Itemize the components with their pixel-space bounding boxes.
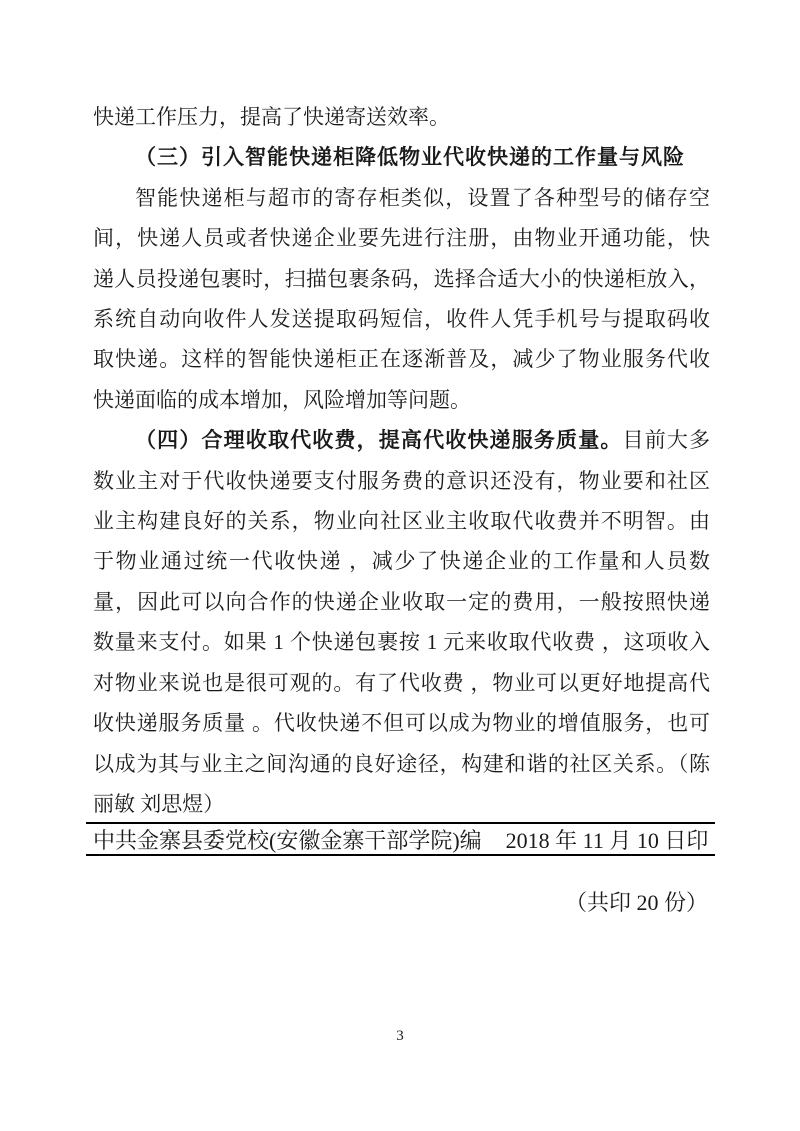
body-text-line [93, 218, 710, 258]
body-text-line [93, 703, 710, 743]
text-segment: 业主构建良好的关系，物业向社区业主收取代收费并不明智。由 [93, 509, 710, 534]
body-text-line [93, 582, 710, 622]
text-segment: 以成为其与业主之间沟通的良好途径，构建和谐的社区关系。（陈 [93, 751, 710, 776]
imprint-bar [86, 822, 715, 856]
body-text-line [93, 299, 710, 339]
section-heading-line [93, 137, 710, 177]
print-copies-note: （共印 20 份） [564, 890, 708, 915]
text-segment: 数量来支付。如果 1 个快递包裹按 1 元来收取代收费 ，这项收入 [93, 630, 710, 655]
body-text-line [93, 501, 710, 541]
page-number: 3 [396, 1028, 404, 1044]
text-segment: 快递工作压力，提高了快递寄送效率。 [93, 105, 450, 129]
text-segment: 智能快递柜与超市的寄存柜类似，设置了各种型号的储存空 [135, 185, 710, 210]
text-segment: 数业主对于代收快递要支付服务费的意识还没有，物业要和社区 [93, 468, 710, 493]
text-segment: 间，快递人员或者快递企业要先进行注册，由物业开通功能，快 [93, 226, 710, 251]
text-segment: 于物业通过统一代收快递 ，减少了快递企业的工作量和人员数 [93, 549, 710, 574]
body-text-line [93, 259, 710, 299]
text-segment: 快递面临的成本增加，风险增加等问题。 [93, 387, 471, 412]
body-text-line [93, 97, 710, 137]
imprint-publisher: 中共金寨县委党校(安徽金寨干部学院)编 [93, 827, 482, 853]
text-segment: 对物业来说也是很可观的。有了代收费 ，物业可以更好地提高代 [93, 670, 710, 695]
text-segment: 量，因此可以向合作的快递企业收取一定的费用，一般按照快递 [93, 589, 710, 614]
body-text-line [93, 380, 710, 420]
text-segment: 系统自动向收件人发送提取码短信，收件人凭手机号与提取码收 [93, 307, 710, 332]
body-text-line [93, 420, 710, 460]
body-text-line [93, 339, 710, 379]
body-text-line [93, 178, 710, 218]
bold-text-segment: （四）合理收取代收费，提高代收快递服务质量。 [135, 428, 623, 453]
text-segment: 递人员投递包裹时，扫描包裹条码，选择合适大小的快递柜放入， [93, 266, 710, 291]
text-segment: 目前大多 [622, 428, 711, 453]
text-segment: 丽敏 刘思煜） [93, 791, 225, 816]
body-text-line [93, 541, 710, 581]
document-body [93, 97, 710, 824]
imprint-print-date: 2018 年 11 月 10 日印 [505, 827, 709, 853]
text-segment: 收快递服务质量 。代收快递不但可以成为物业的增值服务，也可 [93, 711, 710, 736]
bold-text-segment: （三）引入智能快递柜降低物业代收快递的工作量与风险 [135, 145, 685, 170]
body-text-line [93, 663, 710, 703]
body-text-line [93, 784, 710, 824]
body-text-line [93, 744, 710, 784]
body-text-line [93, 461, 710, 501]
text-segment: 取快递。这样的智能快递柜正在逐渐普及，减少了物业服务代收 [93, 347, 710, 372]
body-text-line [93, 622, 710, 662]
